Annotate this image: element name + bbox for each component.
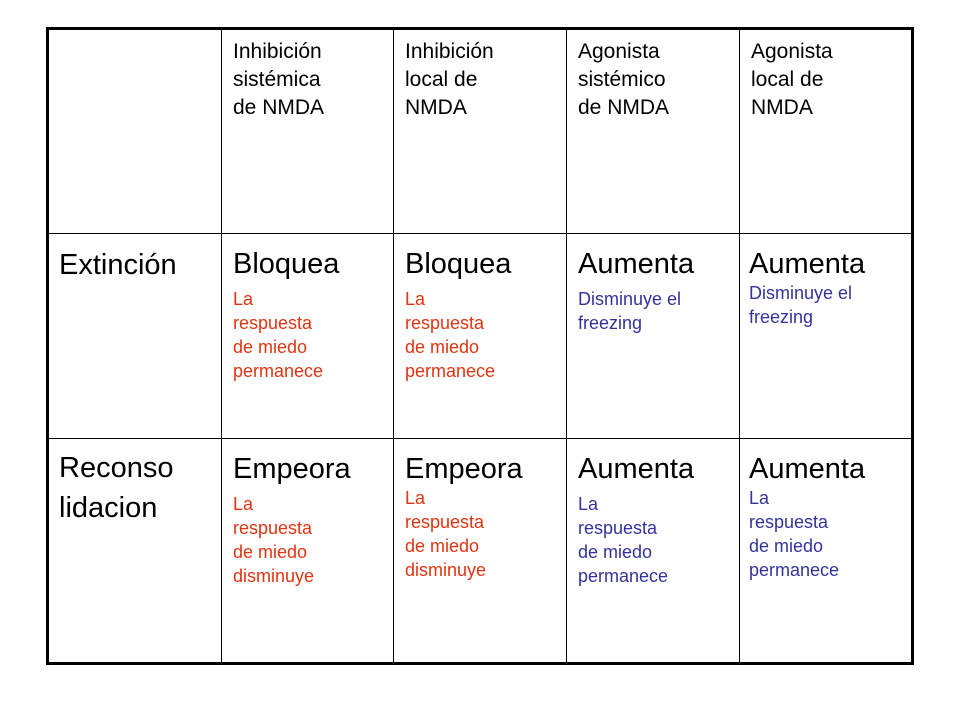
column-divider xyxy=(221,30,222,662)
cell-extincion-systemic-agonist xyxy=(578,247,736,335)
effect-note: Disminuye el freezing xyxy=(749,283,853,327)
row-label-extincion: Extinción xyxy=(59,249,177,281)
effect-note: La respuesta de miedo permanece xyxy=(233,289,324,381)
effect-label: Bloquea xyxy=(405,248,512,280)
effect-note: Disminuye el freezing xyxy=(578,289,682,333)
effect-note: La respuesta de miedo disminuye xyxy=(233,494,315,586)
effect-label: Empeora xyxy=(405,453,523,485)
effect-label: Bloquea xyxy=(233,248,340,280)
cell-extincion-systemic-inhibition xyxy=(233,247,391,383)
cell-reconsolidacion-local-agonist xyxy=(749,452,915,582)
cell-reconsolidacion-local-inhibition xyxy=(405,452,565,582)
column-divider xyxy=(739,30,740,662)
effect-label: Aumenta xyxy=(749,453,866,485)
effect-label: Empeora xyxy=(233,453,351,485)
header-local-inhibition: Inhibición local de NMDA xyxy=(405,40,494,119)
cell-extincion-local-agonist xyxy=(749,247,915,329)
row-divider xyxy=(49,438,911,439)
cell-reconsolidacion-systemic-agonist xyxy=(578,452,736,588)
corner-cell xyxy=(49,30,221,233)
effect-note: La respuesta de miedo permanece xyxy=(749,488,840,580)
row-divider xyxy=(49,233,911,234)
column-divider xyxy=(393,30,394,662)
effect-label: Aumenta xyxy=(578,453,695,485)
effect-note: La respuesta de miedo disminuye xyxy=(405,488,487,580)
effect-label: Aumenta xyxy=(749,248,866,280)
header-local-agonist: Agonista local de NMDA xyxy=(751,40,833,119)
row-label-reconsolidacion: Reconso lidacion xyxy=(59,452,174,524)
header-systemic-agonist: Agonista sistémico de NMDA xyxy=(578,40,670,119)
effect-label: Aumenta xyxy=(578,248,695,280)
header-systemic-inhibition: Inhibición sistémica de NMDA xyxy=(233,40,325,119)
cell-extincion-local-inhibition xyxy=(405,247,563,383)
effect-note: La respuesta de miedo permanece xyxy=(405,289,496,381)
effect-note: La respuesta de miedo permanece xyxy=(578,494,669,586)
comparison-table xyxy=(46,27,914,665)
cell-reconsolidacion-systemic-inhibition xyxy=(233,452,391,588)
column-divider xyxy=(566,30,567,662)
